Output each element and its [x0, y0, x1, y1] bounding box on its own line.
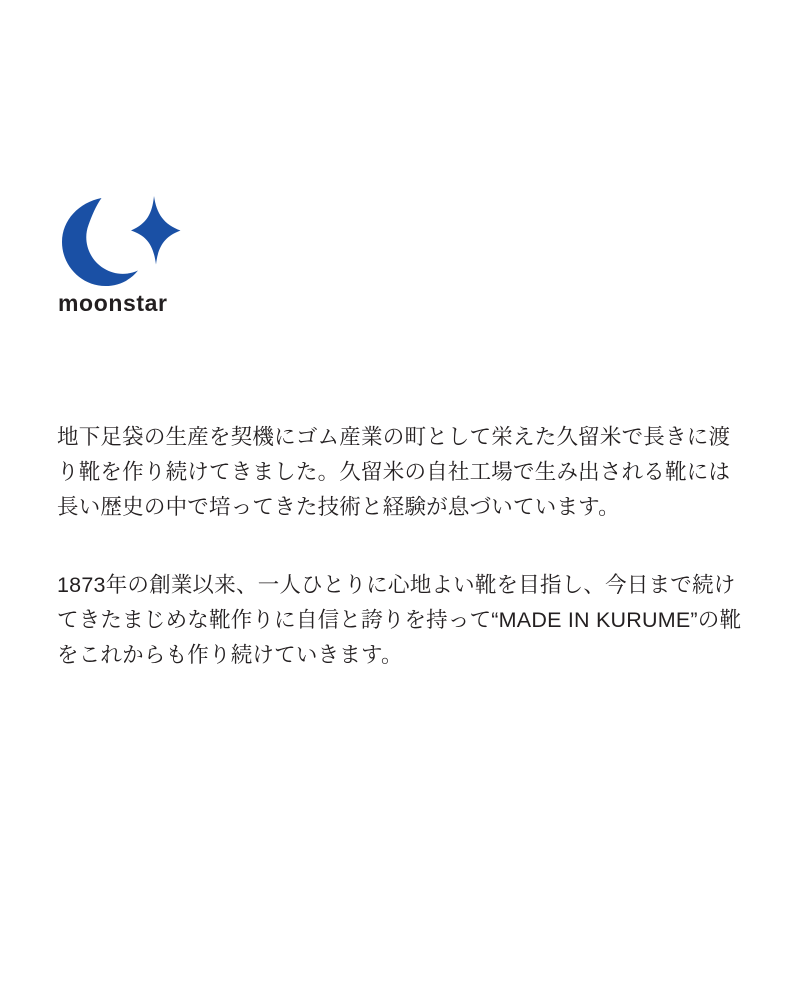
svg-text:moonstar: moonstar [58, 290, 168, 316]
moonstar-wordmark [58, 290, 236, 316]
brand-story-text [57, 420, 747, 673]
paragraph-heritage: 地下足袋の生産を契機にゴム産業の町として栄えた久留米で長きに渡り靴を作り続けてきました。久留米の自社工場で生み出される靴には長い歴史の中で培ってきた技術と経験が息づいています。 [57, 425, 731, 519]
moonstar-star-crescent-icon [57, 196, 181, 288]
brand-logo-block [57, 196, 357, 316]
paragraph-founding: 1873年の創業以来、一人ひとりに心地よい靴を目指し、今日まで続けてきたまじめな靴作りに自信と誇りを持って“MADE IN KURUME”の靴をこれからも作り続けていきます。 [57, 573, 742, 668]
